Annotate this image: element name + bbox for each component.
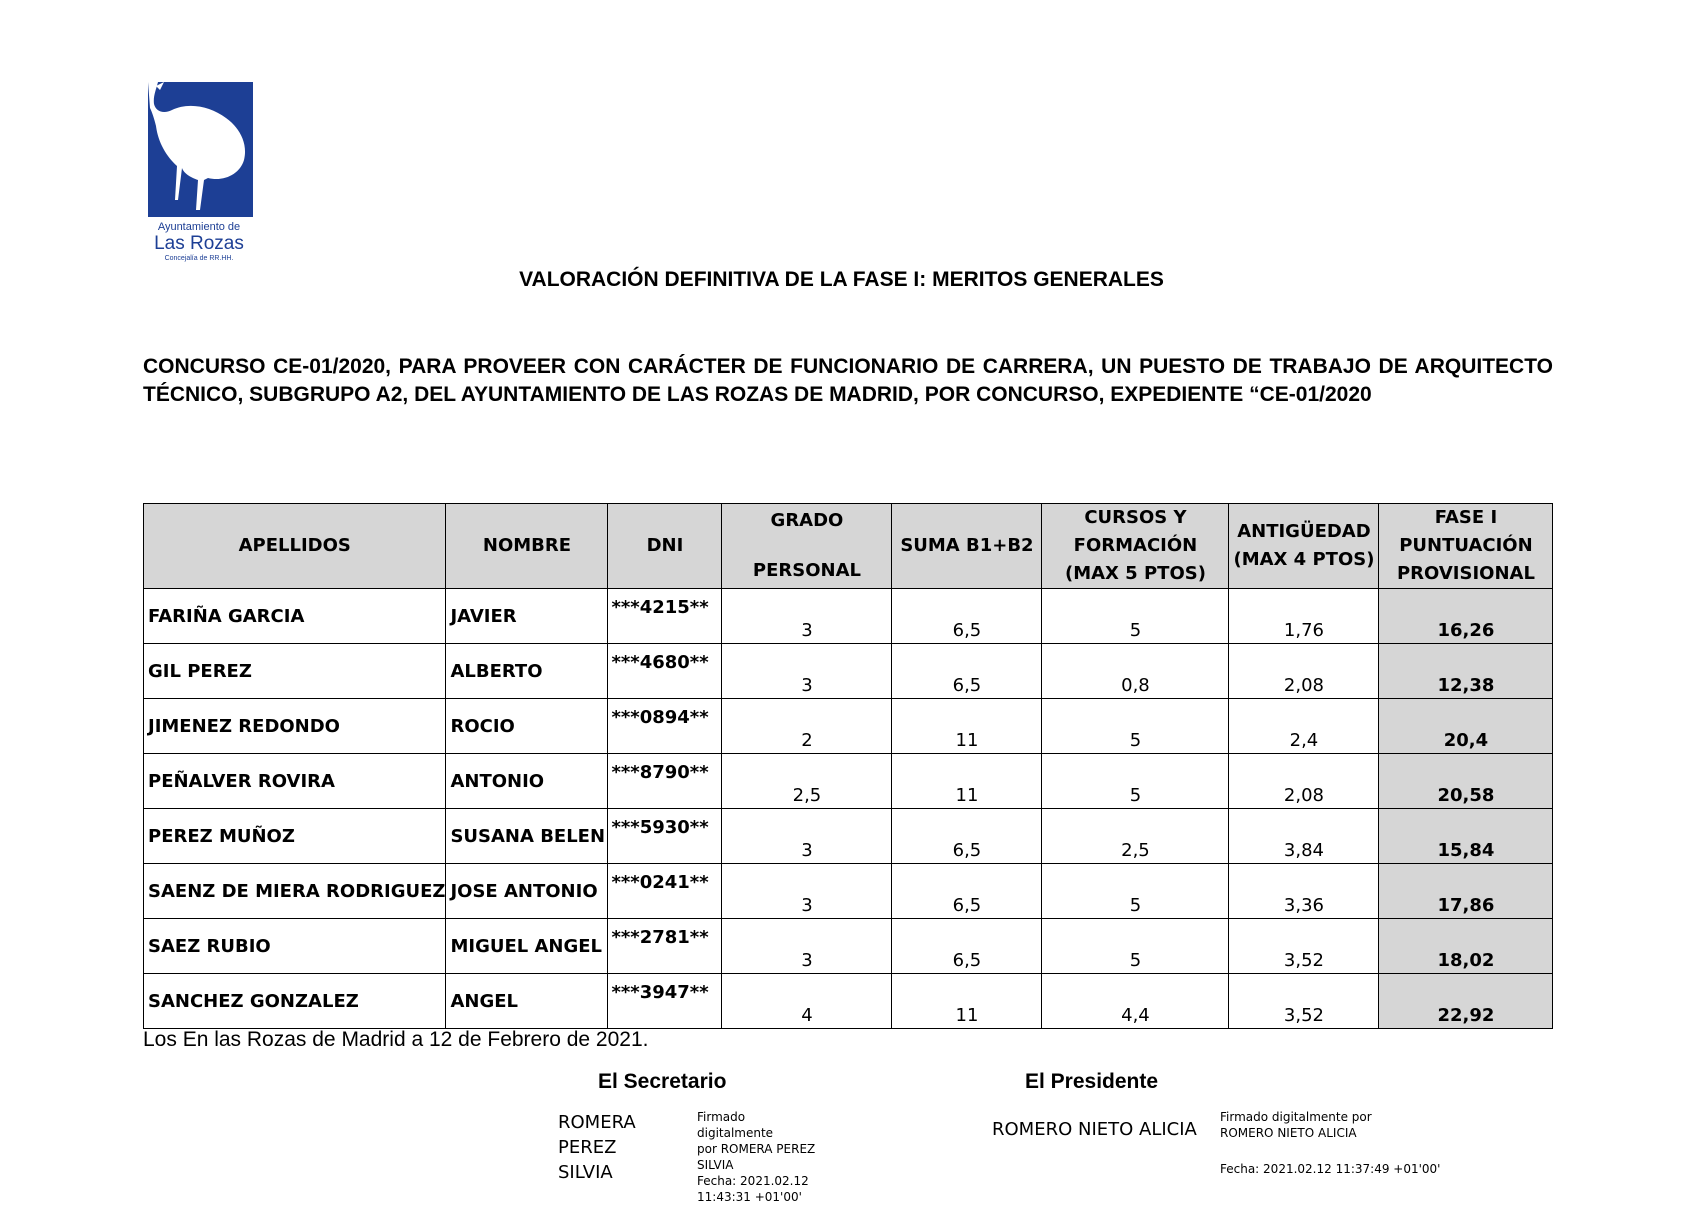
table-row	[144, 644, 1553, 699]
table-row	[144, 589, 1553, 644]
cell-nombre: MIGUEL ANGEL	[446, 919, 608, 974]
header-fase-line-2: PUNTUACIÓN	[1399, 535, 1533, 556]
header-dni	[608, 504, 722, 589]
cell-total: 17,86	[1379, 864, 1553, 919]
secretary-stamp-line-4: Fecha: 2021.02.12	[697, 1174, 809, 1188]
cell-dni: ***2781**	[608, 919, 722, 974]
cell-cursos: 5	[1042, 864, 1229, 919]
cell-apellidos: FARIÑA GARCIA	[144, 589, 446, 644]
table-row	[144, 864, 1553, 919]
cell-cursos: 5	[1042, 589, 1229, 644]
secretary-title: El Secretario	[598, 1070, 727, 1093]
header-grado-line-1: GRADO	[770, 510, 844, 531]
cell-nombre: ROCIO	[446, 699, 608, 754]
cell-antiguedad: 3,36	[1229, 864, 1379, 919]
cell-suma: 6,5	[892, 864, 1042, 919]
header-apellidos	[144, 504, 446, 589]
cell-cursos: 5	[1042, 919, 1229, 974]
document-title: VALORACIÓN DEFINITIVA DE LA FASE I: MERITOS GENERALES	[519, 268, 1164, 291]
president-stamp-line-1: Firmado digitalmente por	[1220, 1110, 1372, 1124]
ayuntamiento-logo	[138, 66, 260, 262]
cell-total: 15,84	[1379, 809, 1553, 864]
cell-nombre: ANGEL	[446, 974, 608, 1029]
cell-dni: ***0894**	[608, 699, 722, 754]
cell-grado: 2,5	[722, 754, 892, 809]
cell-dni: ***3947**	[608, 974, 722, 1029]
cell-apellidos: PEÑALVER ROVIRA	[144, 754, 446, 809]
cell-suma: 11	[892, 754, 1042, 809]
header-nombre-label: NOMBRE	[482, 535, 572, 556]
cell-apellidos: GIL PEREZ	[144, 644, 446, 699]
cell-apellidos: PEREZ MUÑOZ	[144, 809, 446, 864]
cell-grado: 4	[722, 974, 892, 1029]
cell-antiguedad: 3,84	[1229, 809, 1379, 864]
cell-total: 22,92	[1379, 974, 1553, 1029]
president-signer-name: ROMERO NIETO ALICIA	[992, 1119, 1197, 1140]
cell-total: 20,4	[1379, 699, 1553, 754]
cell-antiguedad: 1,76	[1229, 589, 1379, 644]
cell-antiguedad: 2,4	[1229, 699, 1379, 754]
cell-cursos: 2,5	[1042, 809, 1229, 864]
secretary-signer-line-1: ROMERA PEREZ	[558, 1112, 636, 1158]
cell-dni: ***4680**	[608, 644, 722, 699]
header-nombre	[446, 504, 608, 589]
document-intro: CONCURSO CE-01/2020, PARA PROVEER CON CARÁCTER DE FUNCIONARIO DE CARRERA, UN PUESTO DE TRABAJO DE ARQUITECTO TÉCNICO, SUBGRUPO A2, DEL AYUNTAMIENTO DE LAS ROZAS DE MADRID, POR CONCURSO, EXPEDIENTE “CE-01/2020	[143, 355, 1553, 406]
cell-total: 18,02	[1379, 919, 1553, 974]
scores-table	[143, 503, 1553, 1029]
president-stamp-line-2: ROMERO NIETO ALICIA	[1220, 1126, 1357, 1140]
cell-antiguedad: 3,52	[1229, 919, 1379, 974]
header-cursos-line-1: CURSOS Y	[1084, 507, 1187, 528]
cell-dni: ***0241**	[608, 864, 722, 919]
cell-dni: ***4215**	[608, 589, 722, 644]
cell-dni: ***5930**	[608, 809, 722, 864]
cell-suma: 6,5	[892, 809, 1042, 864]
cell-grado: 3	[722, 864, 892, 919]
cell-grado: 3	[722, 644, 892, 699]
president-title: El Presidente	[1025, 1070, 1159, 1093]
cell-antiguedad: 3,52	[1229, 974, 1379, 1029]
cell-dni: ***8790**	[608, 754, 722, 809]
secretary-stamp-line-3: SILVIA	[697, 1158, 734, 1172]
header-grado-line-2: PERSONAL	[752, 560, 861, 581]
cell-suma: 11	[892, 974, 1042, 1029]
table-row	[144, 754, 1553, 809]
cell-nombre: ANTONIO	[446, 754, 608, 809]
cell-suma: 6,5	[892, 644, 1042, 699]
cell-suma: 6,5	[892, 589, 1042, 644]
header-cursos-line-3: (MAX 5 PTOS)	[1064, 563, 1206, 584]
secretary-stamp-line-1: Firmado digitalmente	[697, 1110, 774, 1140]
cell-grado: 3	[722, 919, 892, 974]
table-row	[144, 919, 1553, 974]
cell-suma: 11	[892, 699, 1042, 754]
logo-emblem	[148, 82, 253, 217]
table-row	[144, 809, 1553, 864]
cell-suma: 6,5	[892, 919, 1042, 974]
cell-nombre: JOSE ANTONIO	[446, 864, 608, 919]
secretary-stamp-line-2: por ROMERA PEREZ	[697, 1142, 816, 1156]
table-header-row	[144, 504, 1553, 589]
cell-grado: 2	[722, 699, 892, 754]
header-antiguedad	[1229, 504, 1379, 589]
header-suma-label: SUMA B1+B2	[900, 535, 1034, 556]
secretary-signer-line-2: SILVIA	[558, 1162, 613, 1183]
header-fase-line-1: FASE I	[1434, 507, 1498, 528]
logo-caption	[138, 222, 260, 262]
cell-cursos: 4,4	[1042, 974, 1229, 1029]
header-cursos-line-2: FORMACIÓN	[1073, 535, 1198, 556]
header-grado-personal	[722, 504, 892, 589]
table-row	[144, 974, 1553, 1029]
secretary-signer-name	[558, 1110, 698, 1185]
cell-total: 16,26	[1379, 589, 1553, 644]
cell-cursos: 5	[1042, 754, 1229, 809]
secretary-digital-stamp	[697, 1109, 822, 1205]
cell-apellidos: SANCHEZ GONZALEZ	[144, 974, 446, 1029]
cell-nombre: SUSANA BELEN	[446, 809, 608, 864]
logo-line-1: Ayuntamiento de	[157, 221, 241, 233]
cell-grado: 3	[722, 809, 892, 864]
president-stamp-date: Fecha: 2021.02.12 11:37:49 +01'00'	[1220, 1162, 1441, 1176]
header-fase	[1379, 504, 1553, 589]
cell-apellidos: JIMENEZ REDONDO	[144, 699, 446, 754]
header-antiguedad-line-1: ANTIGÜEDAD	[1237, 521, 1371, 542]
cell-nombre: JAVIER	[446, 589, 608, 644]
cell-apellidos: SAEZ RUBIO	[144, 919, 446, 974]
cell-grado: 3	[722, 589, 892, 644]
stork-icon	[148, 82, 253, 217]
secretary-stamp-line-5: 11:43:31 +01'00'	[697, 1190, 802, 1204]
header-cursos	[1042, 504, 1229, 589]
cell-antiguedad: 2,08	[1229, 644, 1379, 699]
cell-antiguedad: 2,08	[1229, 754, 1379, 809]
cell-cursos: 5	[1042, 699, 1229, 754]
cell-cursos: 0,8	[1042, 644, 1229, 699]
logo-line-3: Concejalía de RR.HH.	[164, 255, 234, 262]
header-dni-label: DNI	[646, 535, 684, 556]
place-date: Los En las Rozas de Madrid a 12 de Febrero de 2021.	[143, 1028, 649, 1051]
header-fase-line-3: PROVISIONAL	[1396, 563, 1535, 584]
logo-line-2: Las Rozas	[154, 233, 244, 254]
table-row	[144, 699, 1553, 754]
cell-nombre: ALBERTO	[446, 644, 608, 699]
cell-total: 12,38	[1379, 644, 1553, 699]
header-apellidos-label: APELLIDOS	[238, 535, 351, 556]
president-digital-stamp	[1220, 1109, 1420, 1141]
cell-total: 20,58	[1379, 754, 1553, 809]
header-antiguedad-line-2: (MAX 4 PTOS)	[1233, 549, 1375, 570]
cell-apellidos: SAENZ DE MIERA RODRIGUEZ	[144, 864, 446, 919]
header-suma	[892, 504, 1042, 589]
